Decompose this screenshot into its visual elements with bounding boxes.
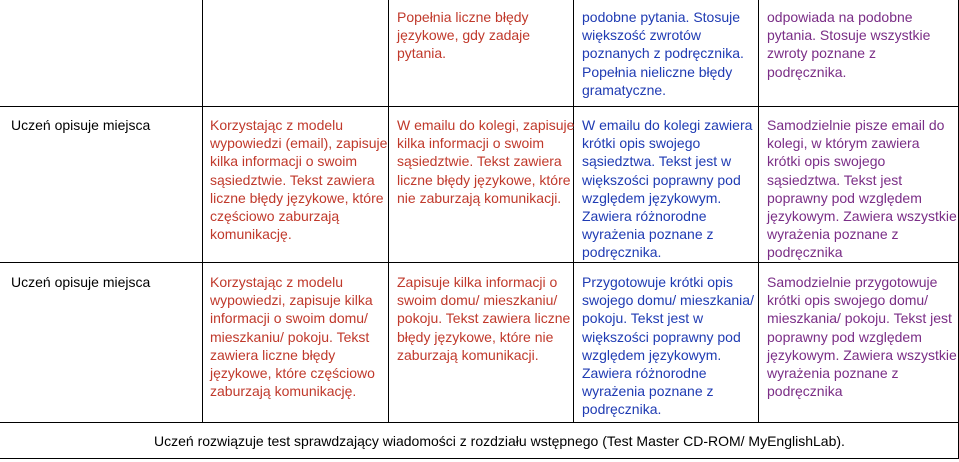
table-cell-r1-c0: Uczeń opisuje miejsca xyxy=(11,117,151,133)
grid-line xyxy=(388,0,389,422)
table-cell-r2-c0: Uczeń opisuje miejsca xyxy=(11,274,151,290)
table-cell-r2-c4: Samodzielnie przygotowuje krótki opis swojego domu/ mieszkania/ pokoju. Tekst jest poprawny pod względem językowym. Zawiera wszystkie wyrażenia poznane z podręcznika xyxy=(767,274,957,400)
grid-line xyxy=(0,262,959,263)
grid-line xyxy=(573,0,574,422)
grid-line xyxy=(202,0,203,422)
table-cell-r0-c2: Popełnia liczne błędy językowe, gdy zadaje pytania. xyxy=(397,9,531,62)
table-cell-r0-c3: podobne pytania. Stosuje większość zwrotów poznanych z podręcznika. Popełnia nieliczne błędy gramatyczne. xyxy=(582,9,744,98)
grid-line xyxy=(0,106,959,107)
table-cell-r2-c1: Korzystając z modelu wypowiedzi, zapisuje kilka informacji o swoim domu/ mieszkaniu/ pokoju. Tekst zawiera liczne błędy językowe, które częściowo zaburzają komunikację. xyxy=(210,274,375,400)
table-cell-r1-c4: Samodzielnie pisze email do kolegi, w którym zawiera krótki opis swojego sąsiedztwa. Tekst jest poprawny pod względem językowym. Zawiera wszystkie wyrażenia poznane z podręcznika xyxy=(767,117,957,261)
table-cell-r1-c3: W emailu do kolegi zawiera krótki opis swojego sąsiedztwa. Tekst jest w większości poprawny pod względem językowym. Zawiera różnorodne wyrażenia poznane z podręcznika. xyxy=(582,117,753,261)
grid-line xyxy=(0,422,959,423)
table-cell-r2-c2: Zapisuje kilka informacji o swoim domu/ mieszkaniu/ pokoju. Tekst zawiera liczne błędy językowe, które nie zaburzają komunikacji. xyxy=(397,274,571,363)
table-cell-r1-c1: Korzystając z modelu wypowiedzi (email), zapisuje kilka informacji o swoim sąsiedztwie. Tekst zawiera liczne błędy językowe, które częściowo zaburzają komunikację. xyxy=(210,117,388,243)
table-cell-r2-c3: Przygotowuje krótki opis swojego domu/ mieszkania/ pokoju. Tekst jest w większości poprawny pod względem językowym. Zawiera różnorodne wyrażenia poznane z podręcznika. xyxy=(582,274,754,418)
footer-text: Uczeń rozwiązuje test sprawdzający wiadomości z rozdziału wstępnego (Test Master CD-ROM/ MyEnglishLab). xyxy=(154,433,845,449)
table-cell-r1-c2: W emailu do kolegi, zapisuje kilka informacji o swoim sąsiedztwie. Tekst zawiera liczne błędy językowe, które nie zaburzają komunikacji. xyxy=(397,117,575,206)
table-cell-r0-c4: odpowiada na podobne pytania. Stosuje wszystkie zwroty poznane z podręcznika. xyxy=(767,9,931,80)
grid-line xyxy=(758,0,759,422)
grid-line xyxy=(0,458,959,459)
